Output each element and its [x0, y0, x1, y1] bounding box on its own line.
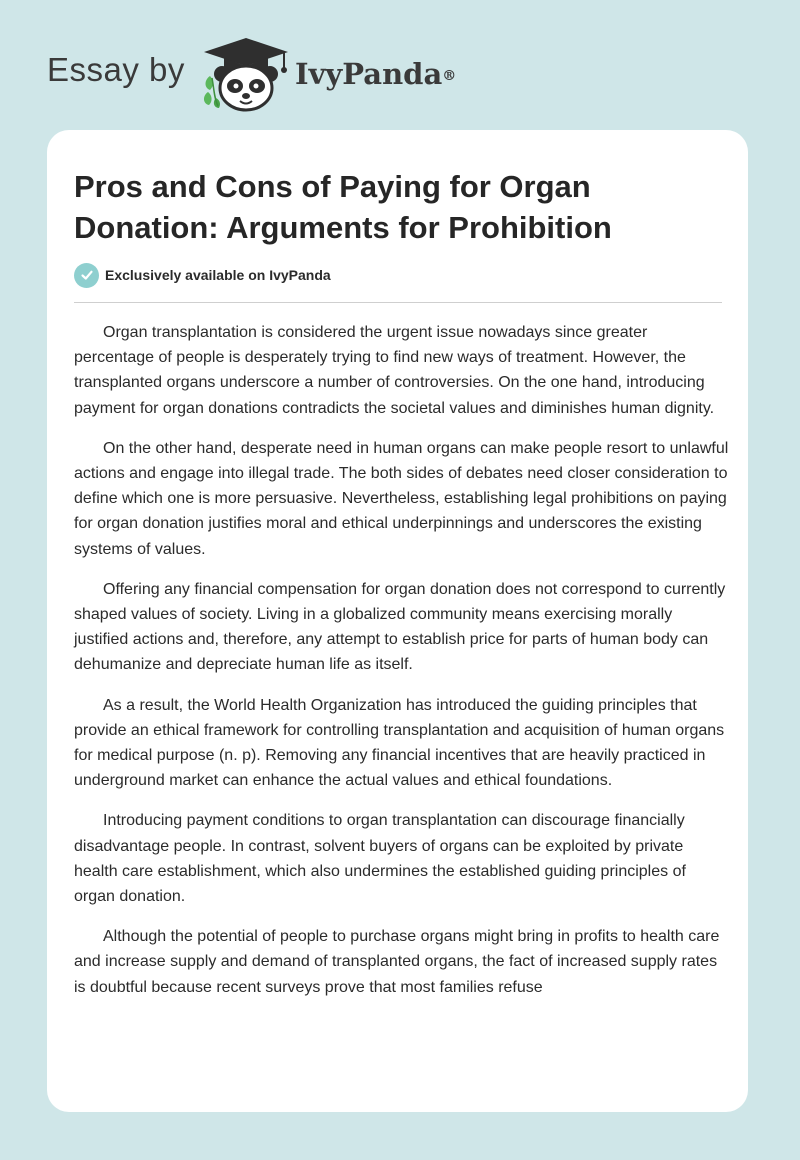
- article-card: [47, 130, 748, 1112]
- site-header: [0, 0, 800, 130]
- ivy-leaf-icon: [204, 76, 220, 108]
- check-icon: [74, 263, 99, 288]
- paragraph: As a result, the World Health Organization has introduced the guiding principles that provide an ethical framework for controlling transplantation and acquisition of human organs for medical purpose (n. p). Removing any financial incentives that are heavily practiced in underground market can enhance the actual values and ethical foundations.: [74, 696, 725, 790]
- paragraph: Introducing payment conditions to organ transplantation can discourage financially disadvantage people. In contrast, solvent buyers of organs can be exploited by private health care establishment, which also undermines the established guiding principles of organ donation.: [74, 812, 686, 906]
- paragraph: On the other hand, desperate need in human organs can make people resort to unlawful actions and engage into illegal trade. The both sides of debates need closer consideration to define which one is more persuasive. Nevertheless, establishing legal prohibitions on paying for organ donation justifies moral and ethical underpinnings and underscores the existing systems of values.: [74, 439, 729, 558]
- brand-text: IvyPanda: [295, 57, 443, 91]
- divider: [74, 302, 722, 303]
- essay-by-label: Essay by: [47, 51, 185, 88]
- exclusive-badge: [74, 262, 331, 288]
- article-body: [74, 320, 730, 1015]
- paragraph: Offering any financial compensation for organ donation does not correspond to currently shaped values of society. Living in a globalized community means exercising morally justified actions and, therefore, any attempt to establish price for parts of human body can dehumanize and depreciate human life as itself.: [74, 580, 726, 674]
- article-title: Pros and Cons of Paying for Organ Donation: Arguments for Prohibition: [74, 169, 612, 245]
- exclusive-label: Exclusively available on IvyPanda: [105, 267, 331, 283]
- trademark-symbol: ®: [442, 68, 457, 84]
- panda-logo-icon[interactable]: [200, 36, 292, 112]
- brand-name[interactable]: [295, 56, 456, 92]
- paragraph: Although the potential of people to purchase organs might bring in profits to health care and increase supply and demand of transplanted organs, the fact of increased supply rates is doubtful because recent surveys prove that most families refuse: [74, 928, 720, 996]
- paragraph: Organ transplantation is considered the urgent issue nowadays since greater percentage of people is desperately trying to find new ways of treatment. However, the transplanted organs underscore a number of controversies. On the one hand, introducing payment for organ donations contradicts the societal values and diminishes human dignity.: [74, 324, 715, 417]
